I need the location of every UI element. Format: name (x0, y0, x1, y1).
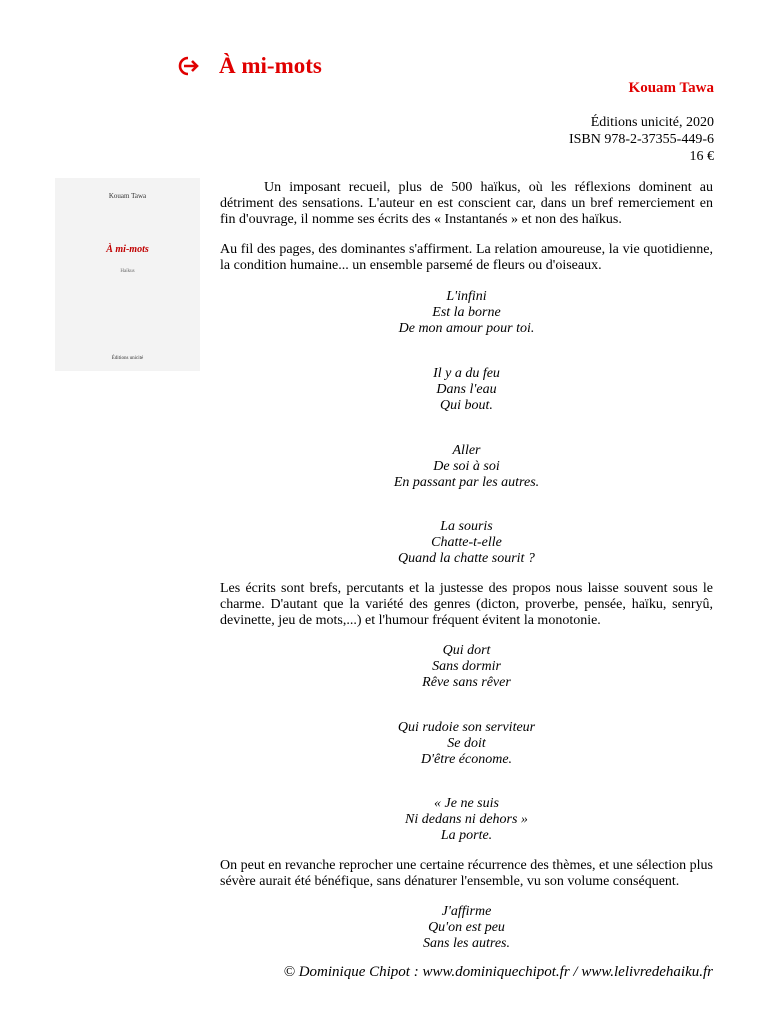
haiku-line: Sans dormir (432, 659, 501, 674)
haiku-line: La souris (440, 519, 493, 534)
paragraph: Un imposant recueil, plus de 500 haïkus, où les réflexions dominent au détriment des sensations. L'auteur en est conscient car, dans un bref remerciement en fin d'ouvrage, il nomme ses écrits des « Instantanés » et non des haïkus. (220, 180, 713, 227)
publisher: Éditions unicité, 2020 (590, 115, 714, 130)
paragraph: Les écrits sont brefs, percutants et la justesse des propos nous laisse souvent sous le charme. D'autant que la variété des genres (dicton, proverbe, pensée, haïku, senryû, devinette, jeu de mots,...) et l'humour fréquent évitent la monotonie. (220, 581, 713, 628)
haiku-line: De soi à soi (433, 459, 500, 474)
haiku (220, 366, 713, 414)
haiku-line: Se doit (447, 736, 486, 751)
haiku-line: Il y a du feu (433, 366, 500, 381)
haiku-line: Qu'on est peu (428, 920, 505, 935)
author-name: Kouam Tawa (628, 80, 714, 96)
price: 16 € (689, 149, 714, 164)
haiku-line: Qui bout. (440, 398, 493, 413)
haiku-line: Qui dort (442, 643, 491, 658)
haiku-line: Ni dedans ni dehors » (405, 812, 528, 827)
cover-author: Kouam Tawa (108, 192, 147, 200)
haiku-line: Quand la chatte sourit ? (398, 551, 535, 566)
cover-subtitle: Haïkus (120, 269, 135, 274)
haiku (220, 904, 713, 952)
haiku-line: Dans l'eau (436, 382, 497, 397)
haiku (220, 720, 713, 768)
page-title: À mi-mots (219, 53, 322, 78)
haiku-line: J'affirme (441, 904, 492, 919)
haiku-line: Est la borne (432, 305, 501, 320)
cover-title: À mi-mots (106, 244, 149, 255)
haiku-line: Aller (452, 443, 481, 458)
haiku-line: Rêve sans rêver (422, 675, 511, 690)
paragraph: Au fil des pages, des dominantes s'affirment. La relation amoureuse, la vie quotidienne, la condition humaine... un ensemble parsemé de fleurs ou d'oiseaux. (220, 242, 713, 273)
title-row (176, 52, 322, 80)
copyright-footer: © Dominique Chipot : www.dominiquechipot.fr / www.lelivredehaiku.fr (283, 964, 713, 980)
haiku (220, 289, 713, 337)
haiku-line: Sans les autres. (423, 936, 510, 951)
circled-right-arrow-icon (176, 55, 200, 77)
haiku-line: D'être économe. (420, 752, 513, 767)
haiku-line: L'infini (446, 289, 487, 304)
isbn: ISBN 978-2-37355-449-6 (568, 132, 714, 147)
book-meta (569, 114, 714, 165)
haiku-line: En passant par les autres. (393, 475, 540, 490)
haiku-line: « Je ne suis (434, 796, 499, 811)
haiku (220, 443, 713, 491)
haiku (220, 643, 713, 691)
haiku-line: De mon amour pour toi. (398, 321, 535, 336)
haiku-line: La porte. (440, 828, 493, 843)
book-cover (55, 178, 200, 371)
haiku (220, 519, 713, 567)
haiku-line: Chatte-t-elle (431, 535, 502, 550)
cover-publisher: Éditions unicité (111, 356, 144, 361)
haiku (220, 796, 713, 844)
paragraph: On peut en revanche reprocher une certaine récurrence des thèmes, et une sélection plus sévère aurait été bénéfique, sans dénaturer l'ensemble, vu son volume conséquent. (220, 858, 713, 889)
haiku-line: Qui rudoie son serviteur (397, 720, 536, 735)
